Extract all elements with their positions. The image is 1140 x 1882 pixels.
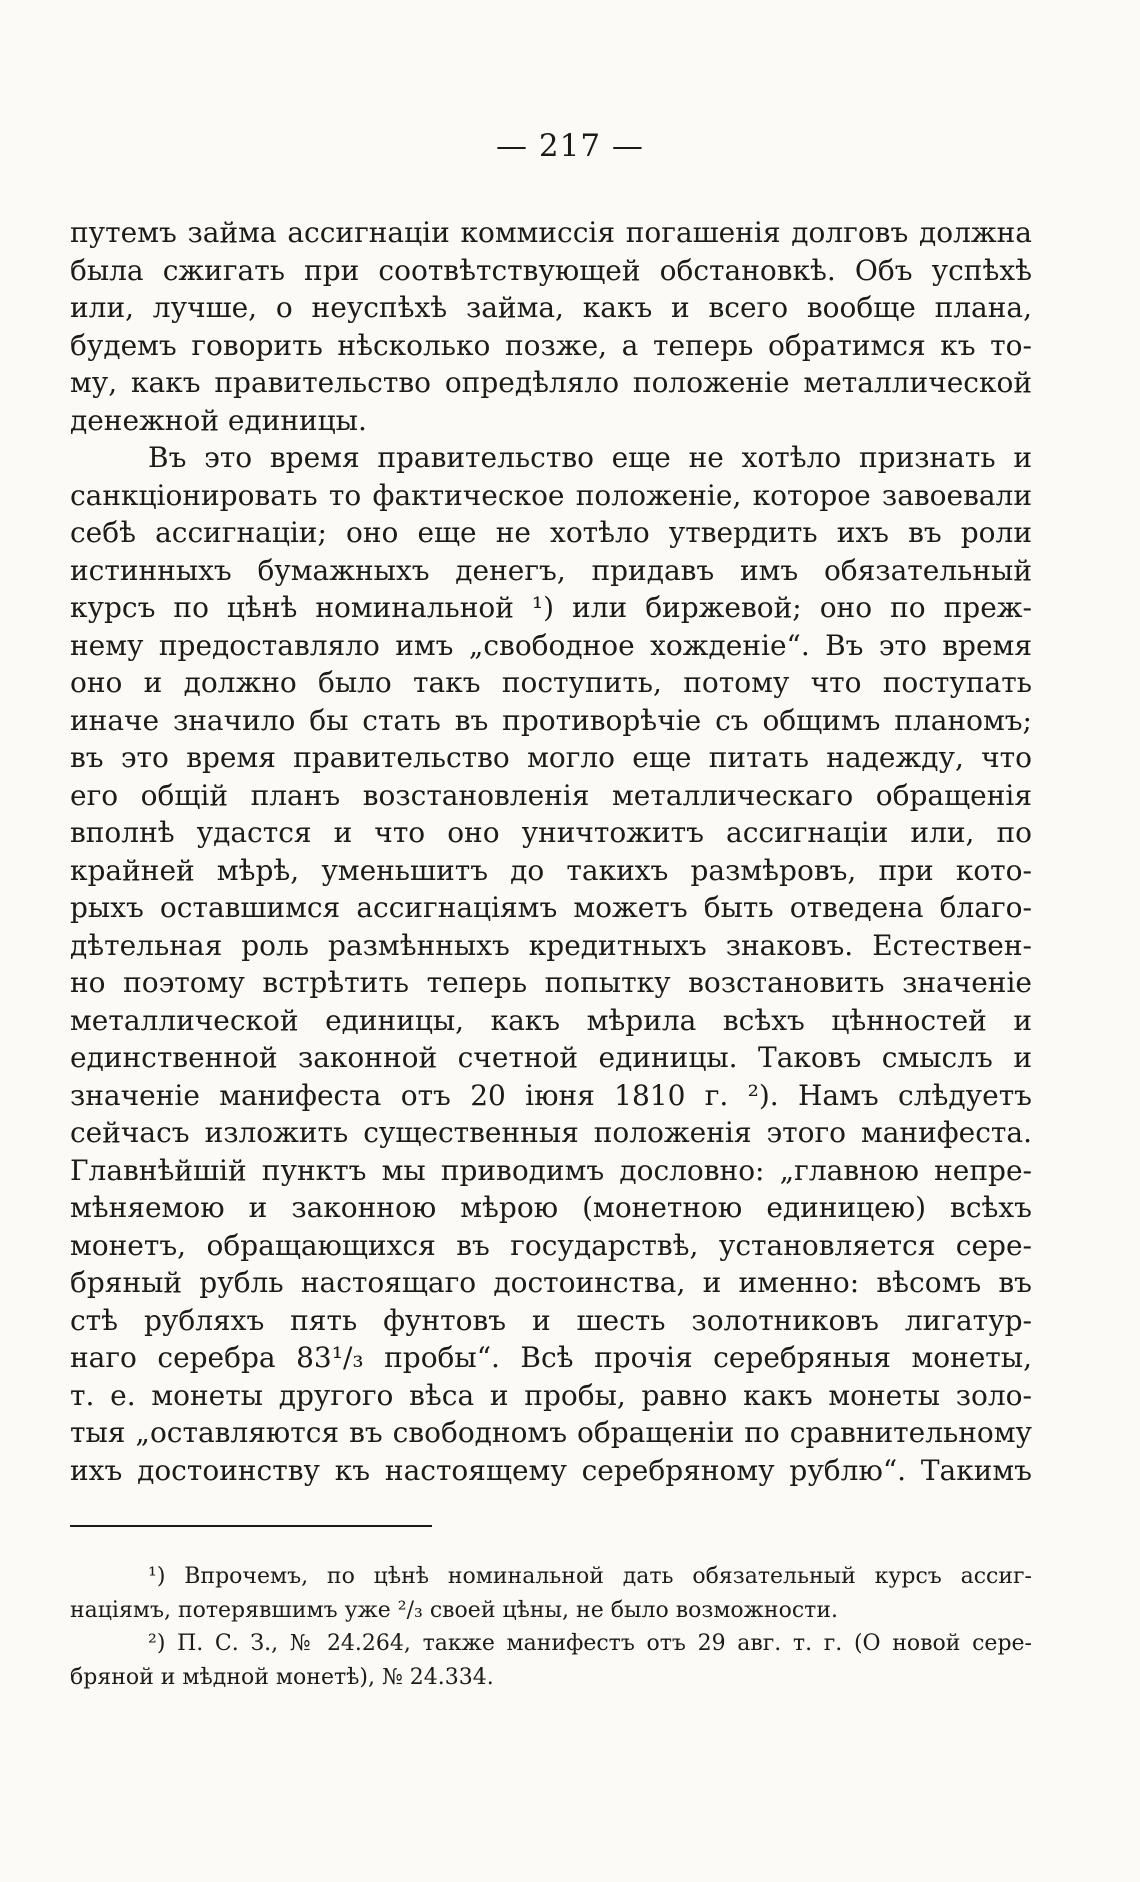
text-line: иначе значило бы стать въ противорѣчіе съ общимъ планомъ; <box>70 703 1032 737</box>
text-line: будемъ говорить нѣсколько позже, а теперь обратимся къ то- <box>70 328 1032 362</box>
footnote-2-line: ²) П. С. З., № 24.264, также манифестъ отъ 29 авг. т. г. (О новой сере- <box>148 1631 1032 1656</box>
text-line: вполнѣ удастся и что оно уничтожитъ ассигнаціи или, по <box>70 816 1032 849</box>
text-line: была сжигать при соотвѣтствующей обстановкѣ. Объ успѣхѣ <box>70 253 1032 287</box>
text-line: крайней мѣрѣ, уменьшитъ до такихъ размѣровъ, при кото- <box>70 853 1032 887</box>
text-line-underlined: ихъ достоинству къ настоящему серебряному рублю“. Такимъ <box>70 1453 1032 1487</box>
text-line: дѣтельная роль размѣнныхъ кредитныхъ знаковъ. Естествен- <box>70 928 1032 962</box>
text-line: мѣняемою и законною мѣрою (монетною единицею) всѣхъ <box>70 1191 1032 1224</box>
text-line: сейчасъ изложить существенныя положенія этого манифеста. <box>70 1116 1032 1149</box>
text-line: или, лучше, о неуспѣхѣ займа, какъ и всего вообще плана, <box>70 291 1032 324</box>
text-line: му, какъ правительство опредѣляло положеніе металлической <box>70 366 1032 399</box>
footnote-2-line: бряной и мѣдной монетѣ), № 24.334. <box>70 1664 494 1690</box>
footnote-divider <box>70 1525 432 1527</box>
text-line: но поэтому встрѣтить теперь попытку возстановить значеніе <box>70 966 1032 999</box>
text-line: санкціонировать то фактическое положеніе, которое завоевали <box>70 478 1032 512</box>
paragraph-start-line: Въ это время правительство еще не хотѣло признать и <box>148 441 1032 474</box>
text-line: его общій планъ возстановленія металлическаго обращенія <box>70 778 1032 812</box>
text-line: путемъ займа ассигнаціи коммиссія погашенія долговъ должна <box>70 216 1032 249</box>
text-line: себѣ ассигнаціи; оно еще не хотѣло утвердить ихъ въ роли <box>70 516 1032 549</box>
text-line: монетъ, обращающихся въ государствѣ, установляется сере- <box>70 1228 1032 1262</box>
footnote-1-line: ¹) Впрочемъ, по цѣнѣ номинальной дать обязательный курсъ ассиг- <box>148 1564 1032 1589</box>
text-line: оно и должно было такъ поступить, потому что поступать <box>70 666 1032 699</box>
footnote-1-line: націямъ, потерявшимъ уже ²/₃ своей цѣны, не было возможности. <box>70 1597 838 1623</box>
footnotes <box>70 1560 1032 1694</box>
text-line: металлической единицы, какъ мѣрила всѣхъ цѣнностей и <box>70 1003 1032 1037</box>
text-line: денежной единицы. <box>70 403 367 437</box>
text-line-underlined: наго серебра 83¹/₃ пробы“. Всѣ прочія серебряныя монеты, <box>70 1341 1032 1374</box>
text-line-underlined: бряный рубль настоящаго достоинства, и именно: вѣсомъ въ <box>70 1266 1032 1299</box>
text-line: курсъ по цѣнѣ номинальной ¹) или биржевой; оно по преж- <box>70 591 1032 624</box>
text-line: въ это время правительство могло еще питать надежду, что <box>70 741 1032 774</box>
page-number: — 217 — <box>496 128 644 164</box>
text-line: нему предоставляло имъ „свободное хожденіе“. Въ это время <box>70 628 1032 662</box>
text-line: тыя „оставляются въ свободномъ обращеніи по сравнительному <box>70 1416 1032 1449</box>
main-text <box>70 214 1032 1489</box>
text-line: Главнѣйшій пунктъ мы приводимъ дословно: „главною непре- <box>70 1153 1032 1187</box>
text-line-underlined: значеніе манифеста отъ 20 іюня 1810 г. ²). Намъ слѣдуетъ <box>70 1078 1032 1112</box>
text-line: единственной законной счетной единицы. Таковъ смыслъ и <box>70 1041 1032 1074</box>
text-line: рыхъ оставшимся ассигнаціямъ можетъ быть отведена благо- <box>70 891 1032 924</box>
text-line: истинныхъ бумажныхъ денегъ, придавъ имъ обязательный <box>70 553 1032 587</box>
text-line: т. е. монеты другого вѣса и пробы, равно какъ монеты золо- <box>70 1378 1032 1412</box>
text-line-underlined: стѣ рубляхъ пять фунтовъ и шесть золотниковъ лигатур- <box>70 1303 1032 1337</box>
